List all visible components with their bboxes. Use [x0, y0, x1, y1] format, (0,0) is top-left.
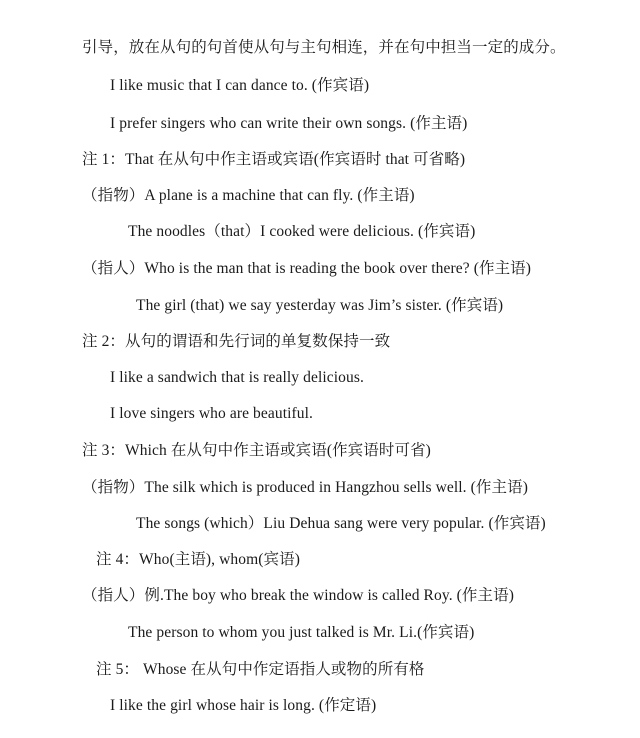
example-line: The person to whom you just talked is Mr. Li.(作宾语)	[128, 624, 475, 641]
example-line: I love singers who are beautiful.	[110, 405, 314, 422]
example-line: I like a sandwich that is really delicious.	[110, 369, 364, 386]
example-line: I like music that I can dance to. (作宾语)	[110, 77, 370, 94]
example-line: The noodles（that）I cooked were delicious. (作宾语)	[128, 223, 476, 240]
note-1-heading: 注 1：That 在从句中作主语或宾语(作宾语时 that 可省略)	[82, 151, 466, 168]
example-line: I prefer singers who can write their own songs. (作主语)	[110, 115, 468, 132]
note-5-heading: 注 5： Whose 在从句中作定语指人或物的所有格	[96, 661, 425, 678]
note-3-heading: 注 3：Which 在从句中作主语或宾语(作宾语时可省)	[82, 442, 431, 459]
note-2-heading: 注 2：从句的谓语和先行词的单复数保持一致	[82, 333, 391, 350]
example-line: （指物）The silk which is produced in Hangzhou sells well. (作主语)	[82, 479, 528, 496]
example-line: The girl (that) we say yesterday was Jim’s sister. (作宾语)	[136, 297, 504, 314]
example-line: （指人）例.The boy who break the window is called Roy. (作主语)	[82, 587, 514, 604]
intro-line: 引导，放在从句的句首使从句与主句相连，并在句中担当一定的成分。	[82, 39, 566, 56]
example-line: I like the girl whose hair is long. (作定语)	[110, 697, 377, 714]
example-line: （指人）Who is the man that is reading the book over there? (作主语)	[82, 260, 532, 277]
note-4-heading: 注 4：Who(主语), whom(宾语)	[96, 551, 301, 568]
example-line: （指物）A plane is a machine that can fly. (作主语)	[82, 187, 415, 204]
example-line: The songs (which）Liu Dehua sang were very popular. (作宾语)	[136, 515, 546, 532]
